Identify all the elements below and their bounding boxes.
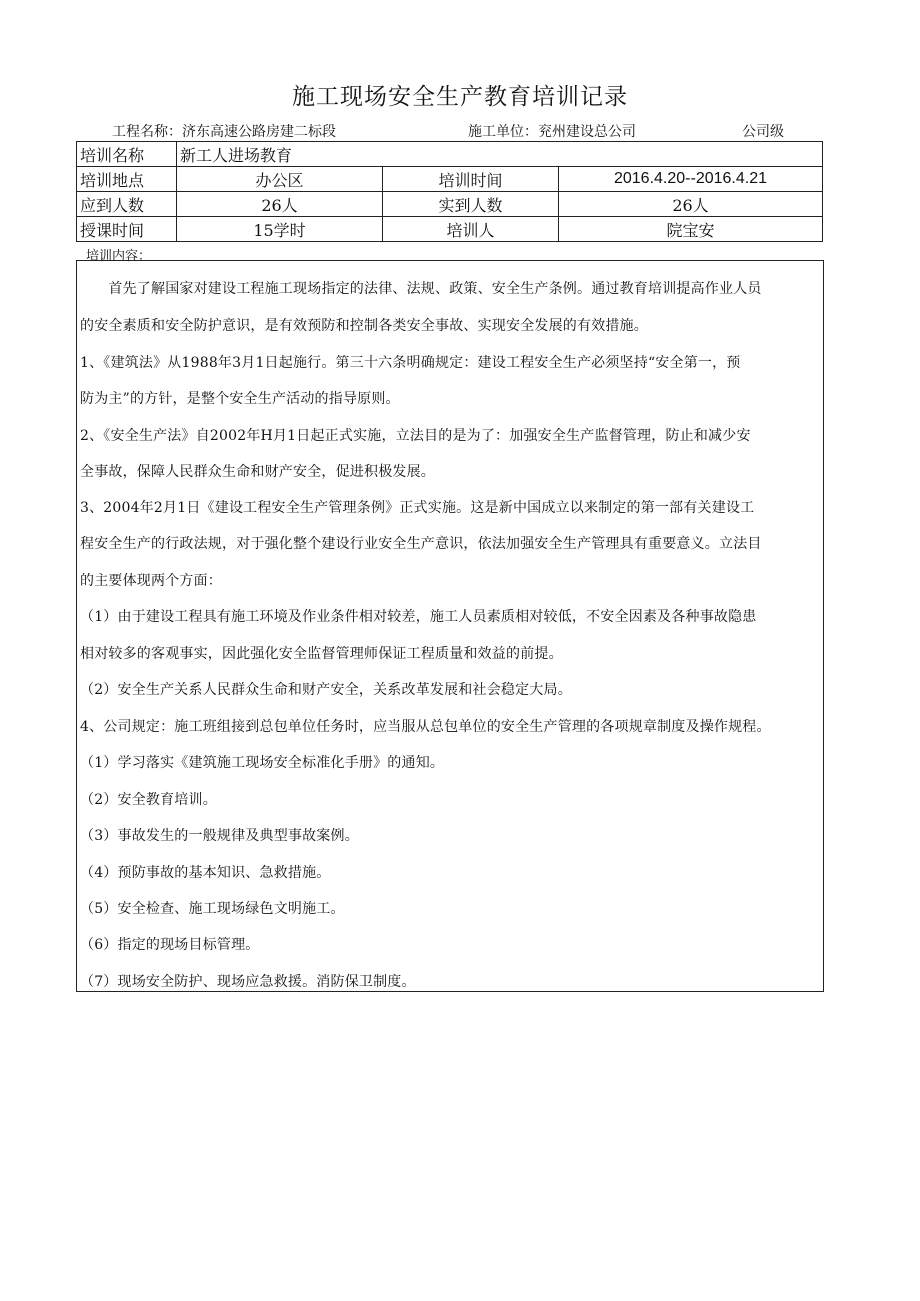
content-line: 首先了解国家对建设工程施工现场指定的法律、法规、政策、安全生产条例。通过教育培训提高作业人员 <box>80 281 762 297</box>
content-label: 培训内容： <box>86 249 152 264</box>
page-title: 施工现场安全生产教育培训记录 <box>292 84 628 110</box>
training-name-value: 新工人进场教育 <box>177 142 823 167</box>
content-line: （3）事故发生的一般规律及典型事故案例。 <box>80 828 359 844</box>
content-line: （2）安全教育培训。 <box>80 792 217 808</box>
table-row <box>77 142 823 167</box>
training-info-table <box>76 141 823 242</box>
content-line: （1）由于建设工程具有施工环境及作业条件相对较差，施工人员素质相对较低，不安全因素及各种事故隐患 <box>80 609 757 625</box>
time-value: 2016.4.20--2016.4.21 <box>559 167 823 192</box>
content-line: 程安全生产的行政法规，对于强化整个建设行业安全生产意识，依法加强安全生产管理具有重要意义。立法目 <box>80 536 762 552</box>
duration-value: 15学时 <box>177 217 383 242</box>
training-name-label: 培训名称 <box>77 142 177 167</box>
content-line: 防为主”的方针，是整个安全生产活动的指导原则。 <box>80 391 400 407</box>
location-label: 培训地点 <box>77 167 177 192</box>
content-line: （5）安全检查、施工现场绿色文明施工。 <box>80 901 345 917</box>
table-row <box>77 167 823 192</box>
content-line: （7）现场安全防护、现场应急救援。消防保卫制度。 <box>80 974 416 990</box>
time-label: 培训时间 <box>383 167 559 192</box>
location-value: 办公区 <box>177 167 383 192</box>
content-line: 4、公司规定：施工班组接到总包单位任务时，应当服从总包单位的安全生产管理的各项规章制度及操作规程。 <box>80 719 771 735</box>
content-line: 的主要体现两个方面： <box>80 573 222 589</box>
table-row <box>77 217 823 242</box>
content-line: （4）预防事故的基本知识、急救措施。 <box>80 865 331 881</box>
content-line: 1、《建筑法》从1988年3月1日起施行。第三十六条明确规定：建设工程安全生产必须坚持“安全第一，预 <box>80 355 741 371</box>
project-name: 工程名称：济东高速公路房建二标段 <box>112 124 336 140</box>
content-line: 全事故，保障人民群众生命和财产安全，促进积极发展。 <box>80 464 435 480</box>
actual-count-label: 实到人数 <box>383 192 559 217</box>
content-line: （1）学习落实《建筑施工现场安全标准化手册》的通知。 <box>80 755 445 771</box>
trainer-label: 培训人 <box>383 217 559 242</box>
expected-count-label: 应到人数 <box>77 192 177 217</box>
training-level: 公司级 <box>742 124 784 140</box>
content-line: 3、2004年2月1日《建设工程安全生产管理条例》正式实施。这是新中国成立以来制定的第一部有关建设工 <box>80 500 755 516</box>
actual-count-value: 26人 <box>559 192 823 217</box>
duration-label: 授课时间 <box>77 217 177 242</box>
content-line: （6）指定的现场目标管理。 <box>80 937 260 953</box>
content-line: （2）安全生产关系人民群众生命和财产安全，关系改革发展和社会稳定大局。 <box>80 682 572 698</box>
table-row <box>77 192 823 217</box>
expected-count-value: 26人 <box>177 192 383 217</box>
content-line: 2、《安全生产法》自2002年H月1日起正式实施，立法目的是为了：加强安全生产监督管理，防止和减少安 <box>80 428 751 444</box>
content-line: 的安全素质和安全防护意识，是有效预防和控制各类安全事故、实现安全发展的有效措施。 <box>80 318 648 334</box>
content-line: 相对较多的客观事实，因此强化安全监督管理师保证工程质量和效益的前提。 <box>80 646 563 662</box>
construction-unit: 施工单位：兖州建设总公司 <box>468 124 636 140</box>
trainer-value: 院宝安 <box>559 217 823 242</box>
